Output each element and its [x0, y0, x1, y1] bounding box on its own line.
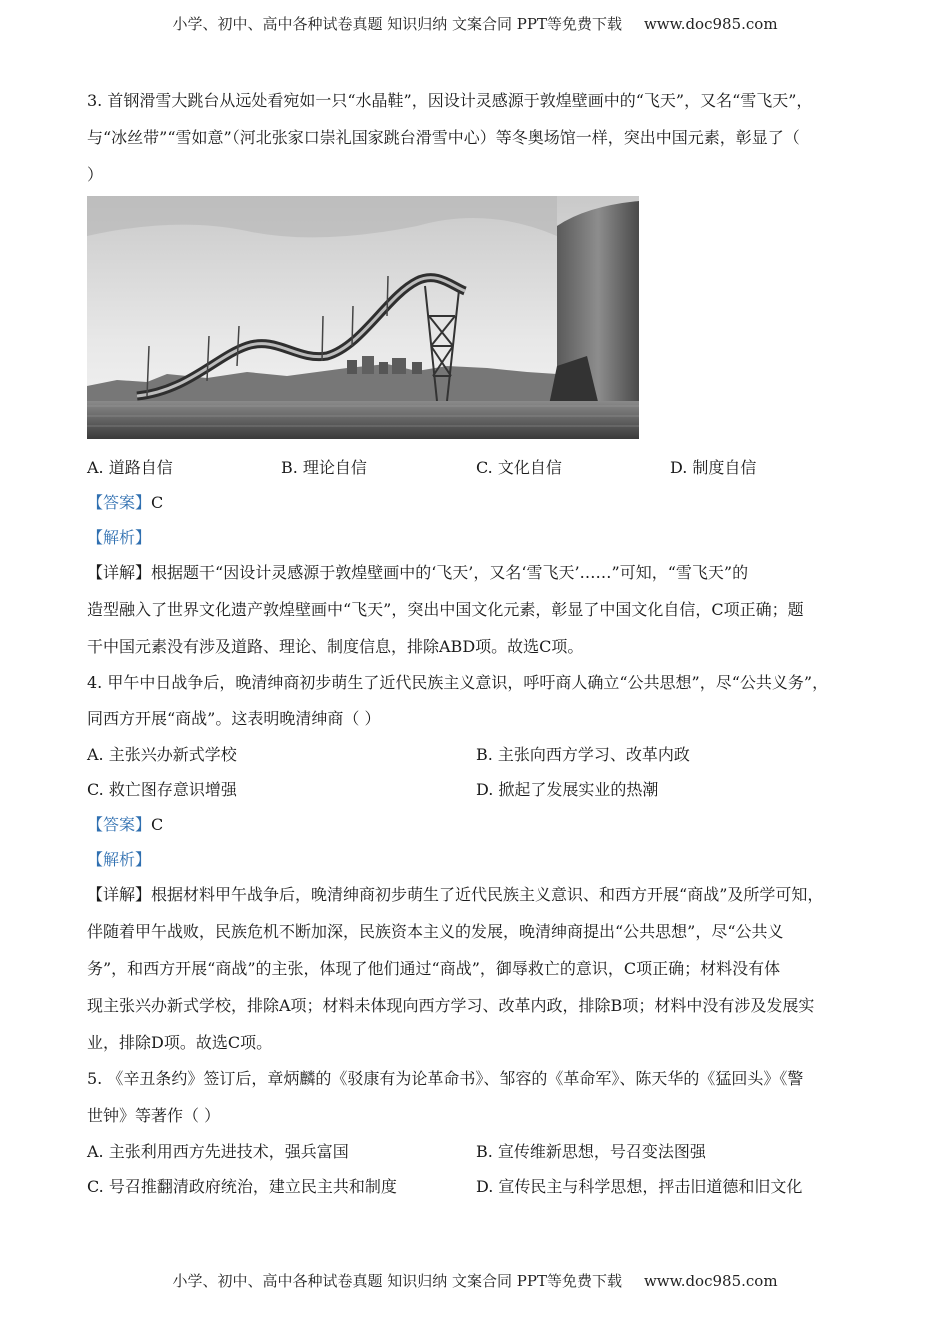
q4-option-b[interactable]: B. 主张向西方学习、改革内政 [476, 745, 690, 764]
q3-stem-line-1: 3. 首钢滑雪大跳台从远处看宛如一只“水晶鞋”，因设计灵感源于敦煌壁画中的“飞天”，又名“雪飞天”， [87, 91, 813, 110]
q3-detail-line-2: 造型融入了世界文化遗产敦煌壁画中“飞天”，突出中国文化元素，彰显了中国文化自信，C项正确；题 [87, 600, 804, 619]
q5-option-a[interactable]: A. 主张利用西方先进技术，强兵富国 [87, 1142, 349, 1161]
footer-text: 小学、初中、高中各种试卷真题 知识归纳 文案合同 PPT等免费下载 [172, 1272, 622, 1290]
header-text: 小学、初中、高中各种试卷真题 知识归纳 文案合同 PPT等免费下载 [172, 15, 622, 33]
q4-option-c[interactable]: C. 救亡图存意识增强 [87, 780, 237, 799]
page-header [0, 13, 950, 34]
q4-answer [87, 815, 163, 835]
q5-option-b[interactable]: B. 宣传维新思想，号召变法图强 [476, 1142, 706, 1161]
q3-detail-line-3: 干中国元素没有涉及道路、理论、制度信息，排除ABD项。故选C项。 [87, 637, 584, 656]
q4-stem-line-2: 同西方开展“商战”。这表明晚清绅商（ ） [87, 709, 381, 728]
q4-stem-line-1: 4. 甲午中日战争后，晚清绅商初步萌生了近代民族主义意识，呼吁商人确立“公共思想”，尽“公共义务”， [87, 673, 829, 692]
q3-stem-line-2: 与“冰丝带”“雪如意”（河北张家口崇礼国家跳台滑雪中心）等冬奥场馆一样，突出中国元素，彰显了（ [87, 128, 800, 147]
q4-detail-line-3: 务”，和西方开展“商战”的主张，体现了他们通过“商战”，御辱救亡的意识，C项正确；材料没有体 [87, 959, 781, 978]
answer-value: C [151, 493, 164, 512]
q5-stem-line-2: 世钟》等著作（ ） [87, 1106, 221, 1125]
q4-detail-line-1: 【详解】根据材料甲午战争后，晚清绅商初步萌生了近代民族主义意识、和西方开展“商战”及所学可知， [87, 885, 824, 904]
q5-stem-line-1: 5. 《辛丑条约》签订后，章炳麟的《驳康有为论革命书》、邹容的《革命军》、陈天华的《猛回头》《警 [87, 1069, 804, 1088]
q4-option-d[interactable]: D. 掀起了发展实业的热潮 [476, 780, 659, 799]
q5-option-d[interactable]: D. 宣传民主与科学思想，抨击旧道德和旧文化 [476, 1177, 803, 1196]
answer-label: 【答案】 [87, 493, 152, 512]
q3-analysis-label: 【解析】 [87, 528, 152, 547]
q3-option-d[interactable]: D. 制度自信 [670, 458, 757, 477]
answer-label: 【答案】 [87, 815, 152, 834]
answer-value: C [151, 815, 164, 834]
q3-stem-line-3: ） [87, 165, 104, 184]
q3-option-c[interactable]: C. 文化自信 [476, 458, 562, 477]
q4-analysis-label: 【解析】 [87, 850, 152, 869]
header-site-link[interactable]: www.doc985.com [643, 15, 778, 33]
page-footer [0, 1270, 950, 1291]
q5-option-c[interactable]: C. 号召推翻清政府统治，建立民主共和制度 [87, 1177, 397, 1196]
q3-option-b[interactable]: B. 理论自信 [281, 458, 367, 477]
detail-label: 【详解】 [87, 885, 152, 904]
q4-detail-line-4: 现主张兴办新式学校，排除A项；材料未体现向西方学习、改革内政，排除B项；材料中没有涉及发展实 [87, 996, 815, 1015]
q4-detail-line-2: 伴随着甲午战败，民族危机不断加深，民族资本主义的发展，晚清绅商提出“公共思想”，尽“公共义 [87, 922, 784, 941]
ski-jump-photo [87, 196, 639, 439]
detail-label: 【详解】 [87, 563, 152, 582]
q3-option-a[interactable]: A. 道路自信 [87, 458, 173, 477]
footer-site-link[interactable]: www.doc985.com [643, 1272, 778, 1290]
q3-detail-line-1: 【详解】根据题干“因设计灵感源于敦煌壁画中的‘飞天’，又名‘雪飞天’……”可知，“雪飞天”的 [87, 563, 749, 582]
q4-detail-line-5: 业，排除D项。故选C项。 [87, 1033, 273, 1052]
q3-answer [87, 493, 163, 513]
q4-option-a[interactable]: A. 主张兴办新式学校 [87, 745, 237, 764]
